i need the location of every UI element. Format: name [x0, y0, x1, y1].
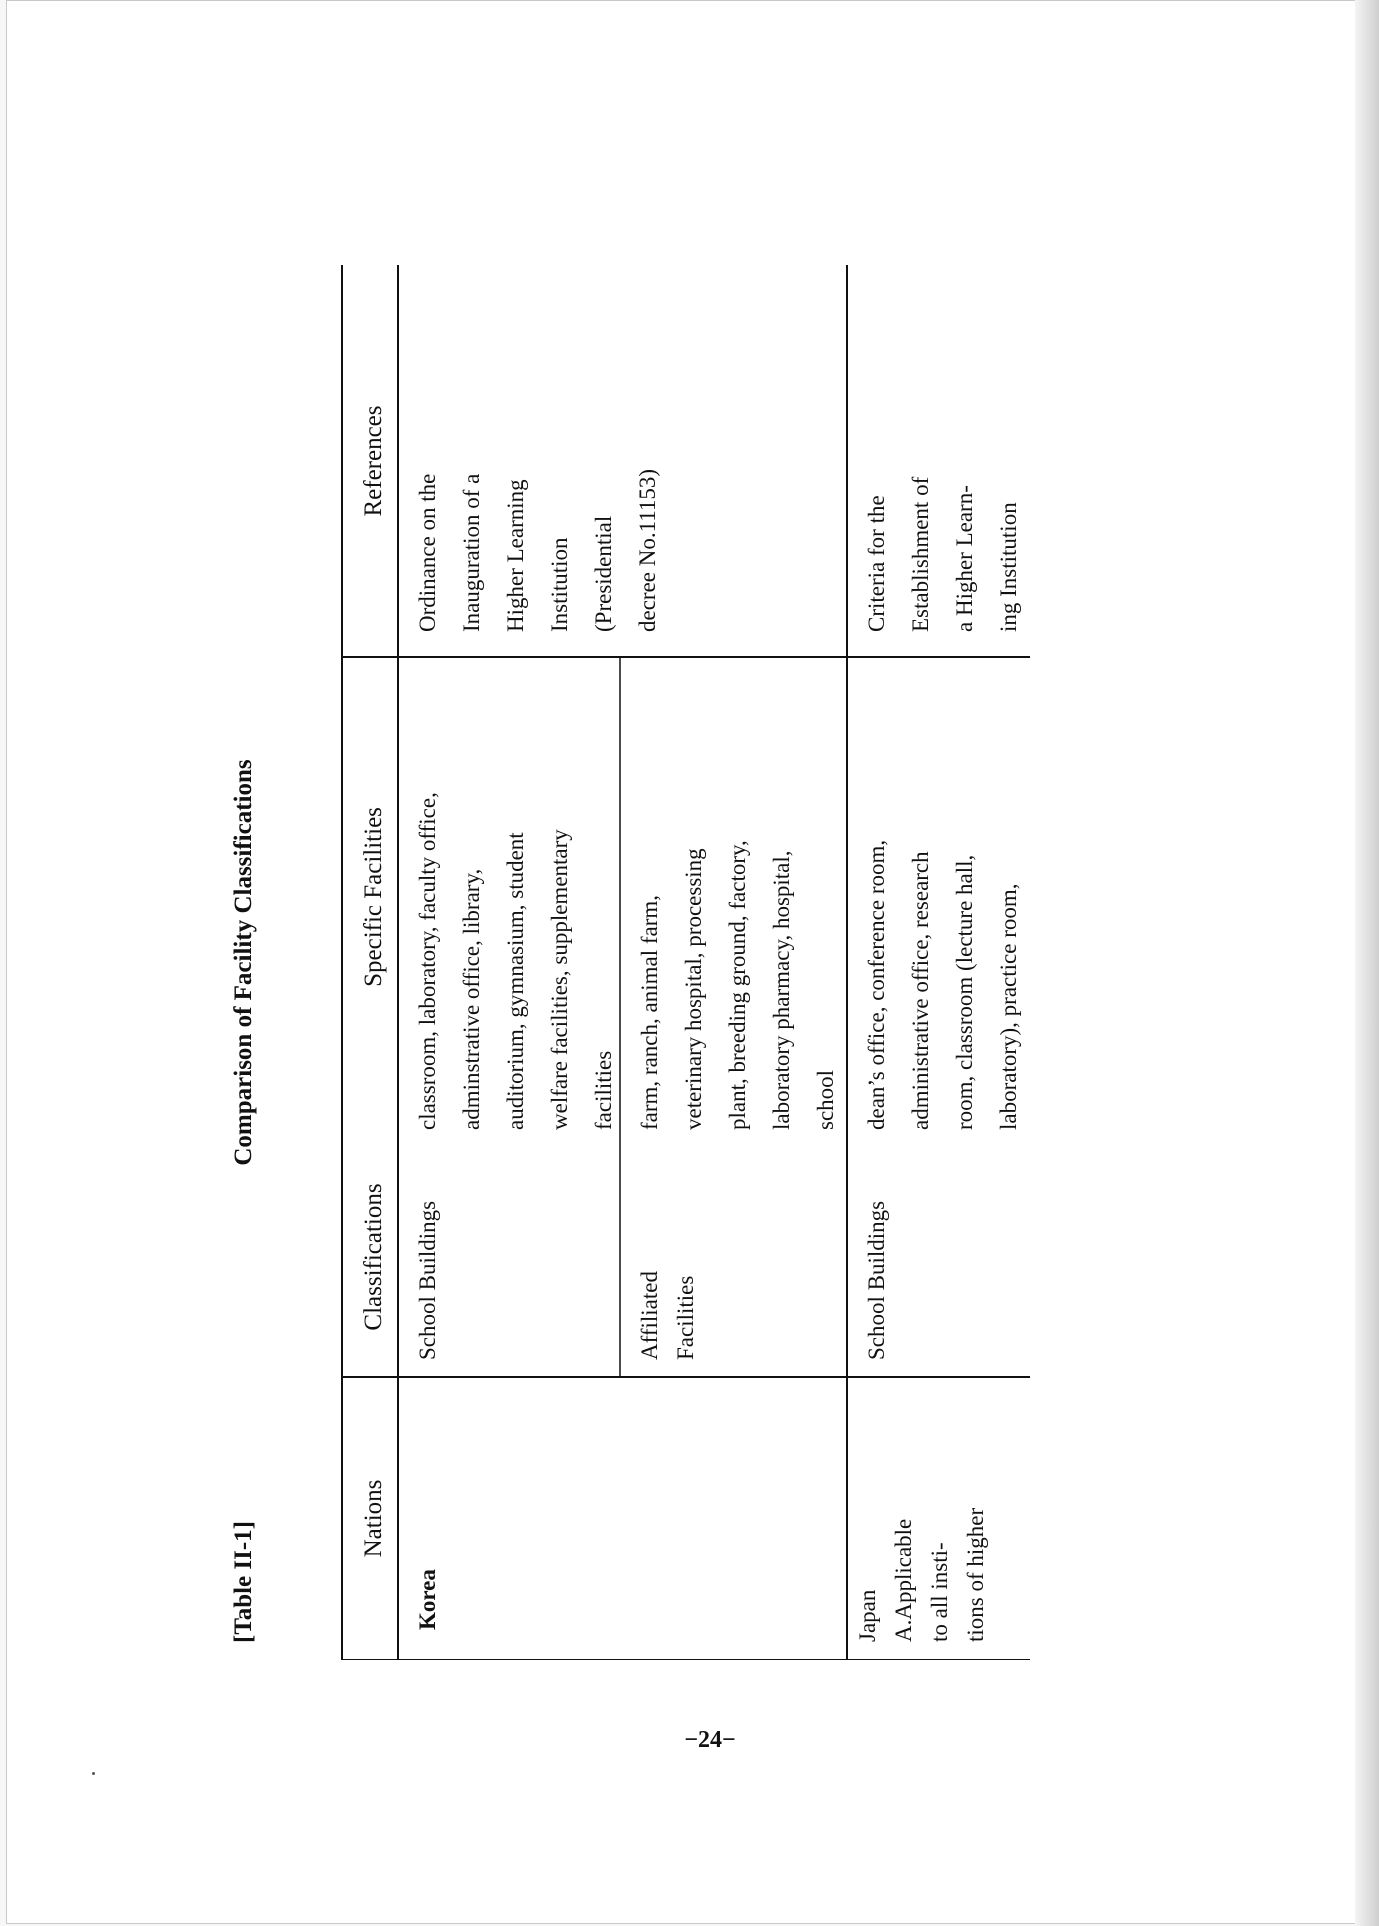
row-affiliated-facilities: farm, ranch, animal farm, veterinary hospital, processing plant, breeding ground, factory, laboratory pharmacy, hospital, school [637, 840, 838, 1130]
row-korea-facilities: classroom, laboratory, faculty office, adminstrative office, library, auditorium, gymnasium, student welfare facilities, supplementary facilities [415, 792, 616, 1130]
page-edge-shadow [1355, 0, 1379, 1926]
row-korea-classification: School Buildings [415, 1200, 440, 1360]
row-korea-nation: Korea [415, 1569, 440, 1630]
row-japan-nation: Japan A.Applicable to all insti- tions of higher [855, 1507, 988, 1642]
table-title: Comparison of Facility Classifications [230, 759, 257, 1166]
row-korea-references: Ordinance on the Inauguration of a Higher Learning Institution (Presidential decree No.11153) [415, 468, 660, 632]
row-japan-references: Criteria for the Establishment of a Higher Learn- ing Institution [864, 476, 1021, 632]
row-japan-facilities: dean’s office, conference room, administrative office, research room, classroom (lecture hall, laboratory), practice room, [864, 839, 1021, 1130]
facility-comparison-table [230, 265, 1090, 1660]
header-references: References [360, 405, 387, 517]
scan-speck [92, 1772, 95, 1775]
header-nations: Nations [360, 1479, 387, 1558]
page-number: −24− [684, 1727, 736, 1753]
row-affiliated-classification: Affiliated Facilities [637, 1271, 698, 1360]
table-label: [Table II-1] [230, 1520, 257, 1643]
rotated-table-region [230, 265, 1090, 1660]
row-japan-classification: School Buildings [864, 1200, 889, 1360]
header-classifications: Classifications [360, 1183, 387, 1331]
header-specific-facilities: Specific Facilities [360, 807, 387, 987]
